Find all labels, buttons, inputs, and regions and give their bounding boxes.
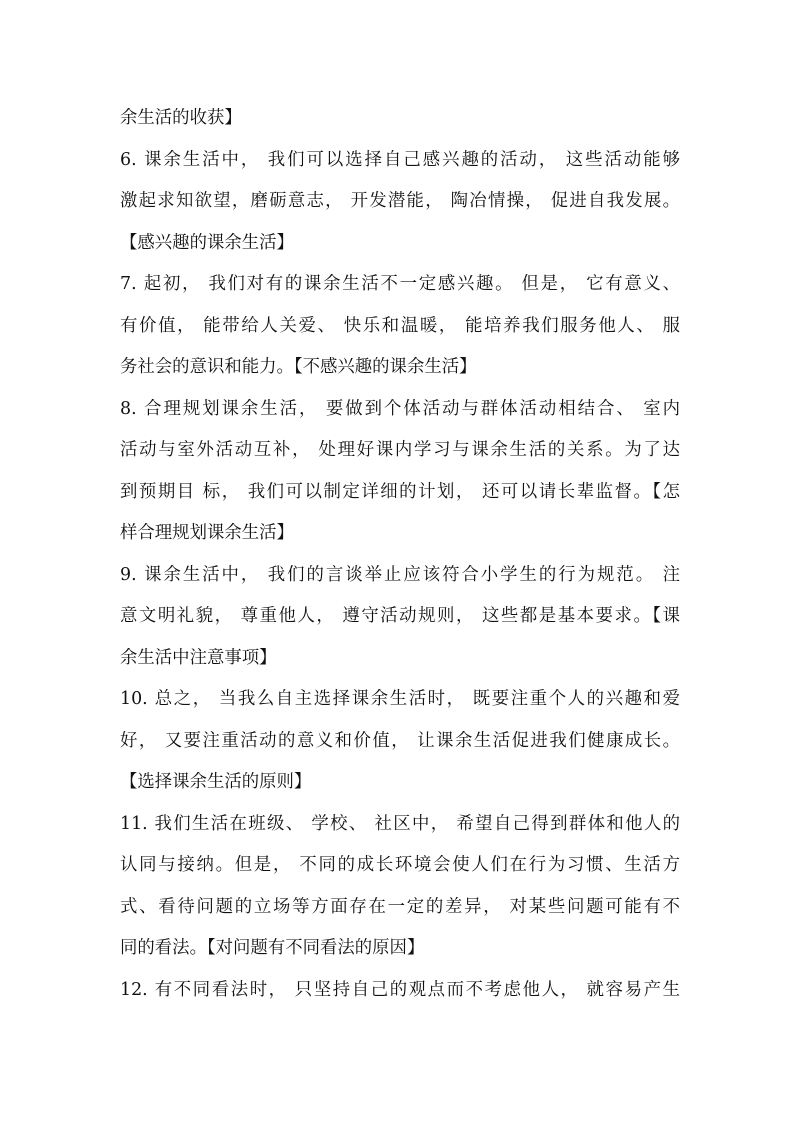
text-line: 余生活的收获】 [120,108,242,128]
text-line: 务社会的意识和能力。【不感兴趣的课余生活】 [120,357,477,377]
text-line: 8. 合理规划课余生活， 要做到个体活动与群体活动相结合、 室内 [120,398,680,419]
text-line: 12. 有不同看法时， 只坚持自己的观点而不考虑他人， 就容易产生 [120,979,680,1000]
text-line: 到预期目 标， 我们可以制定详细的计划， 还可以请长辈监督。【怎 [120,481,680,502]
text-line: 式、看待问题的立场等方面存在一定的差异， 对某些问题可能有不 [120,896,680,917]
text-line: 有价值， 能带给人关爱、 快乐和温暖， 能培养我们服务他人、 服 [120,315,680,336]
document-page [120,98,680,1011]
text-line: 激起求知欲望，磨砺意志， 开发潜能， 陶冶情操， 促进自我发展。 [120,191,680,211]
text-line: 同的看法。【对问题有不同看法的原因】 [120,938,425,958]
text-line: 7. 起初， 我们对有的课余生活不一定感兴趣。 但是， 它有意义、 [120,274,680,294]
text-line: 意文明礼貌， 尊重他人， 遵守活动规则， 这些都是基本要求。【课 [120,606,680,626]
text-line: 样合理规划课余生活】 [120,523,294,543]
text-line: 【感兴趣的课余生活】 [120,232,294,253]
text-line: 认同与接纳。但是， 不同的成长环境会使人们在行为习惯、生活方 [120,855,680,875]
text-line: 6. 课余生活中， 我们可以选择自己感兴趣的活动， 这些活动能够 [120,149,680,170]
text-line: 11. 我们生活在班级、 学校、 社区中， 希望自己得到群体和他人的 [120,813,680,834]
text-line: 活动与室外活动互补， 处理好课内学习与课余生活的关系。为了达 [120,440,680,460]
text-line: 余生活中注意事项】 [120,647,277,668]
text-line: 10. 总之， 当我么自主选择课余生活时， 既要注重个人的兴趣和爱 [120,689,680,709]
text-line: 好， 又要注重活动的意义和价值， 让课余生活促进我们健康成长。 [120,730,680,751]
text-line: 9. 课余生活中， 我们的言谈举止应该符合小学生的行为规范。 注 [120,564,680,585]
text-line: 【选择课余生活的原则】 [120,772,312,792]
